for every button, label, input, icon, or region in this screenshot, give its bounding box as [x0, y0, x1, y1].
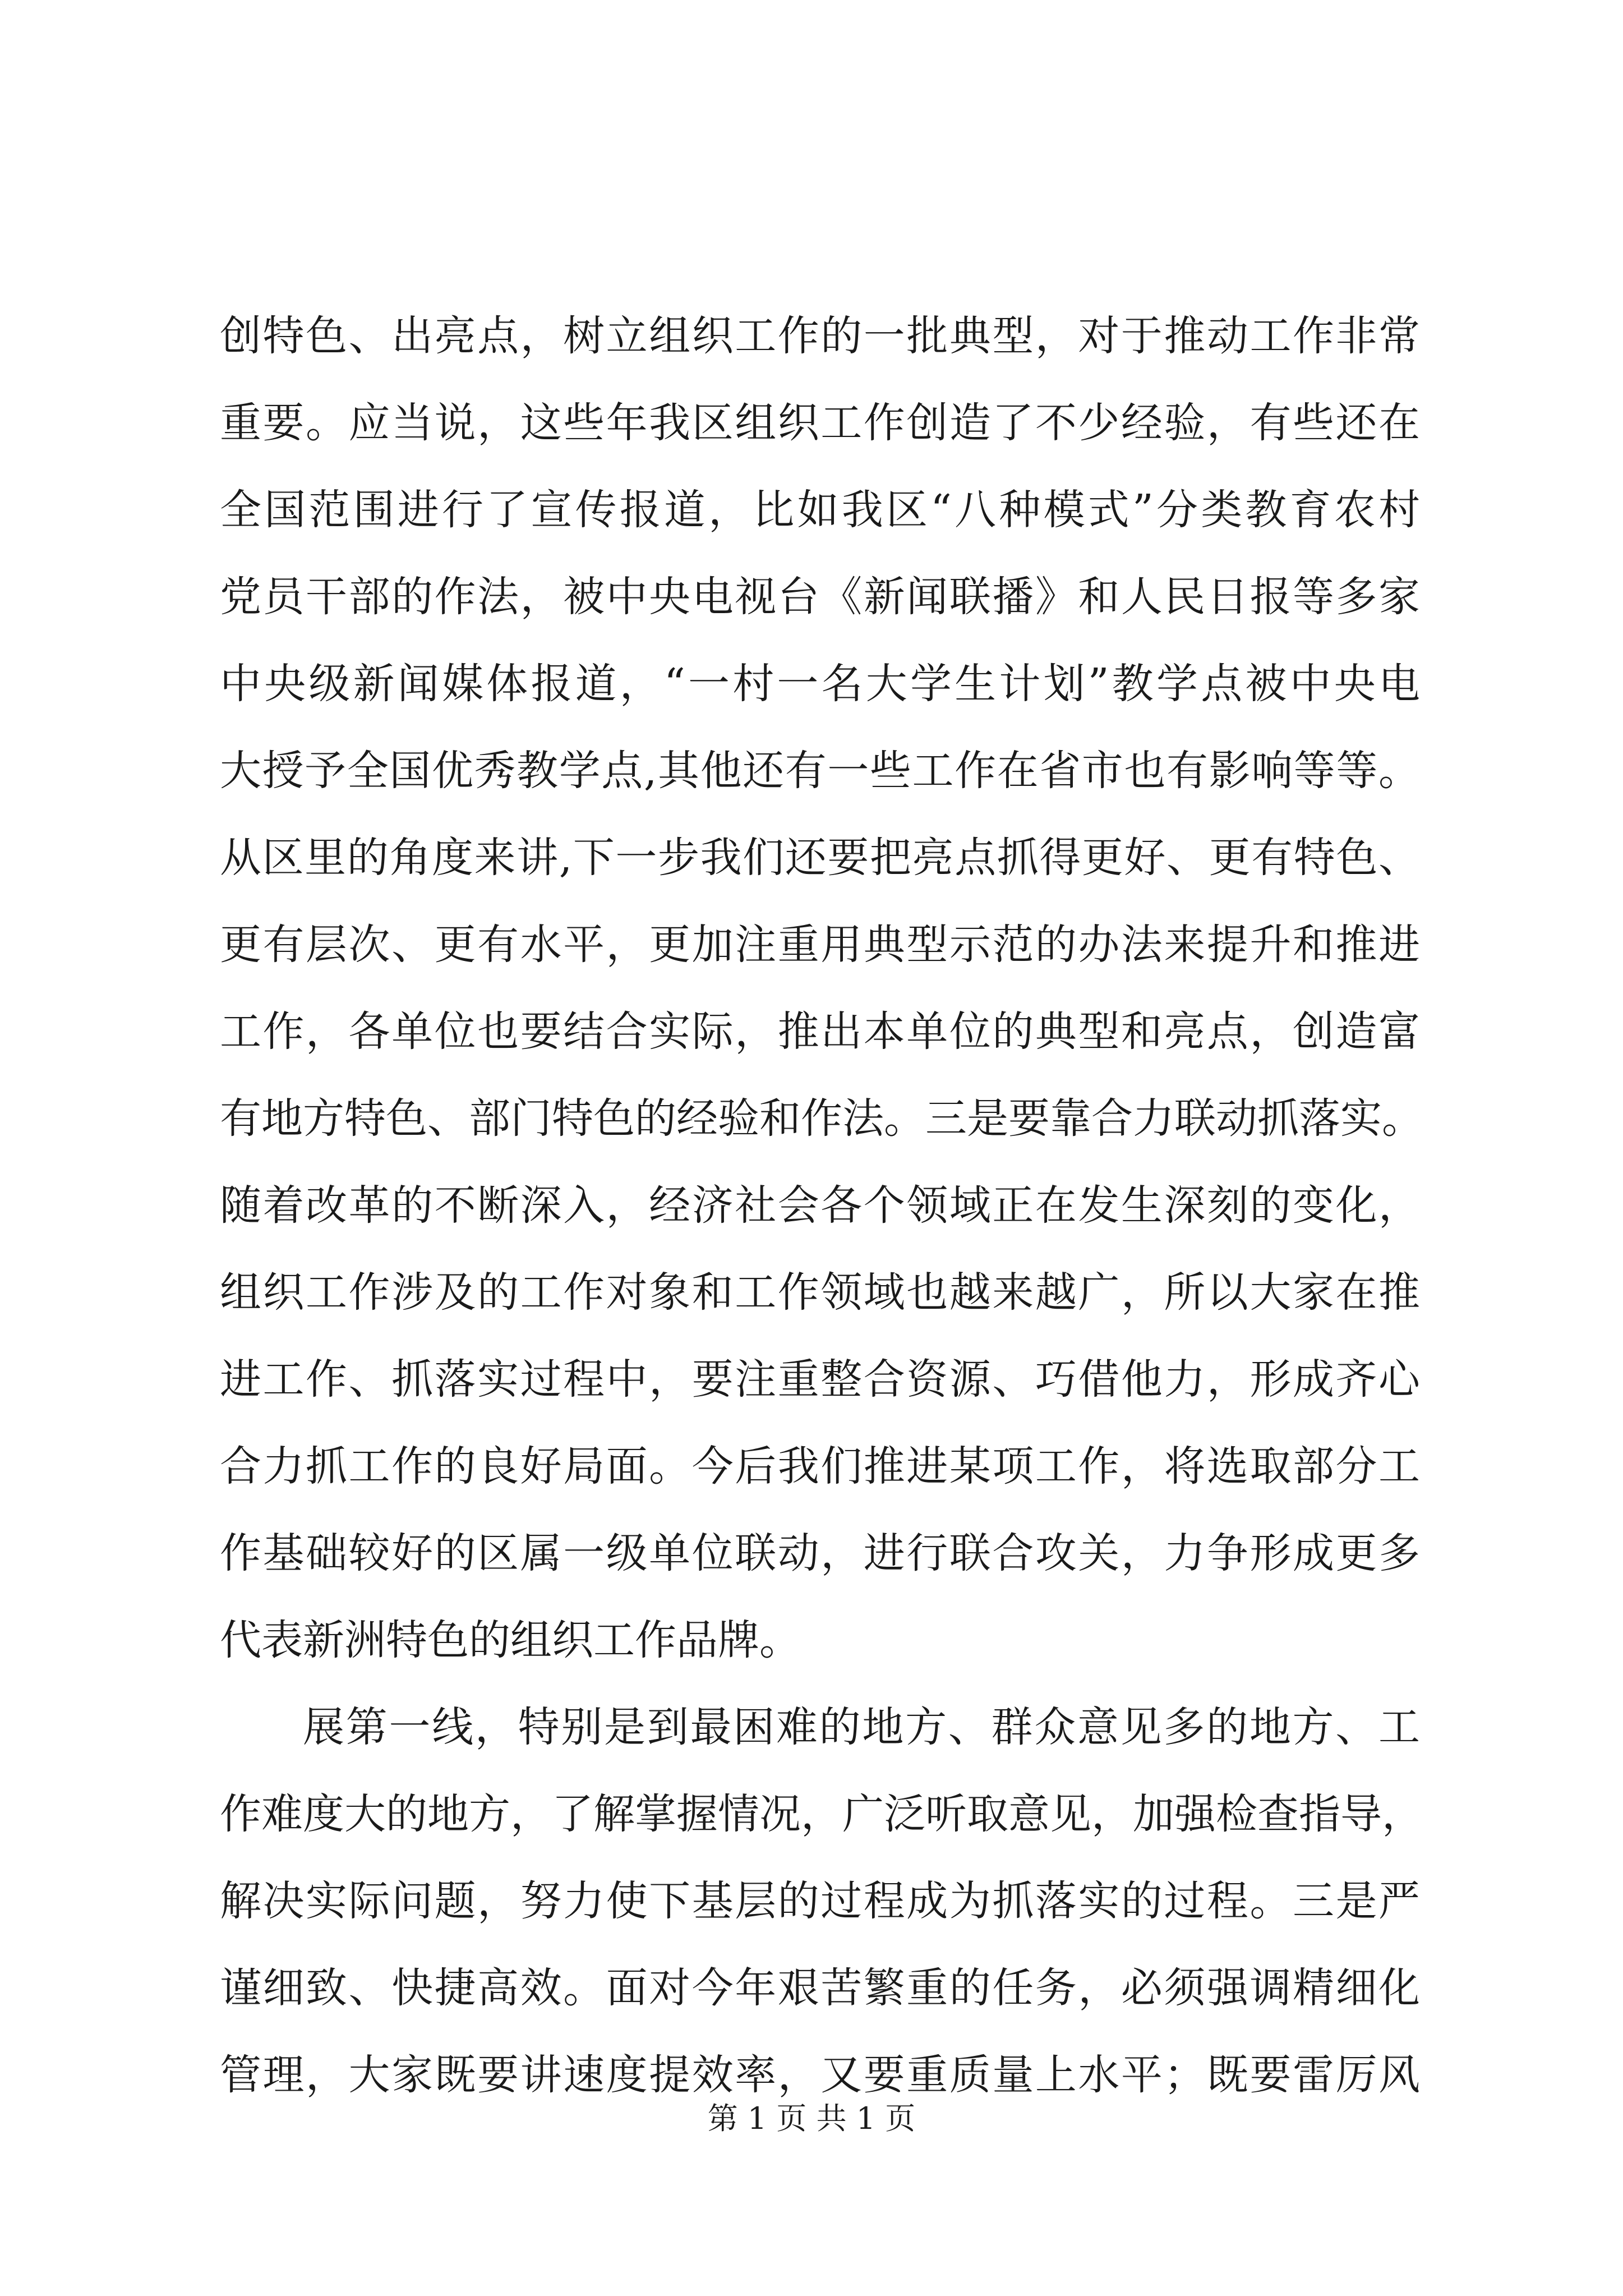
text-line: 从区里的角度来讲,下一步我们还要把亮点抓得更好、更有特色、 — [220, 834, 1420, 882]
text-line: 重要。应当说，这些年我区组织工作创造了不少经验，有些还在 — [220, 399, 1420, 447]
document-body — [220, 293, 1423, 2119]
text-line: 创特色、出亮点，树立组织工作的一批典型，对于推动工作非常 — [220, 312, 1420, 360]
text-line: 中央级新闻媒体报道，“一村一名大学生计划”教学点被中央电 — [220, 660, 1420, 708]
text-line: 更有层次、更有水平，更加注重用典型示范的办法来提升和推进 — [220, 921, 1420, 969]
page-footer: 第 1 页 共 1 页 — [707, 2101, 916, 2136]
text-line: 管理，大家既要讲速度提效率，又要重质量上水平；既要雷厉风 — [220, 2051, 1420, 2099]
text-line: 进工作、抓落实过程中，要注重整合资源、巧借他力，形成齐心 — [220, 1355, 1420, 1404]
text-line: 党员干部的作法，被中央电视台《新闻联播》和人民日报等多家 — [220, 573, 1420, 621]
text-line: 作难度大的地方，了解掌握情况，广泛听取意见，加强检查指导， — [220, 1790, 1423, 1838]
text-line: 大授予全国优秀教学点,其他还有一些工作在省市也有影响等等。 — [220, 747, 1420, 795]
text-line: 工作，各单位也要结合实际，推出本单位的典型和亮点，创造富 — [220, 1007, 1420, 1056]
text-line: 代表新洲特色的组织工作品牌。 — [220, 1616, 801, 1664]
text-line: 解决实际问题，努力使下基层的过程成为抓落实的过程。三是严 — [220, 1877, 1420, 1925]
text-line: 合力抓工作的良好局面。今后我们推进某项工作，将选取部分工 — [220, 1442, 1420, 1490]
paragraph-first-line: 展第一线，特别是到最困难的地方、群众意见多的地方、工 — [303, 1703, 1420, 1751]
text-line: 组织工作涉及的工作对象和工作领域也越来越广，所以大家在推 — [220, 1268, 1420, 1317]
text-line: 谨细致、快捷高效。面对今年艰苦繁重的任务，必须强调精细化 — [220, 1964, 1420, 2012]
text-line: 随着改革的不断深入，经济社会各个领域正在发生深刻的变化， — [220, 1181, 1420, 1230]
text-line: 作基础较好的区属一级单位联动，进行联合攻关，力争形成更多 — [220, 1529, 1420, 1577]
text-line: 全国范围进行了宣传报道，比如我区“八种模式”分类教育农村 — [220, 486, 1420, 534]
text-line: 有地方特色、部门特色的经验和作法。三是要靠合力联动抓落实。 — [220, 1094, 1423, 1143]
